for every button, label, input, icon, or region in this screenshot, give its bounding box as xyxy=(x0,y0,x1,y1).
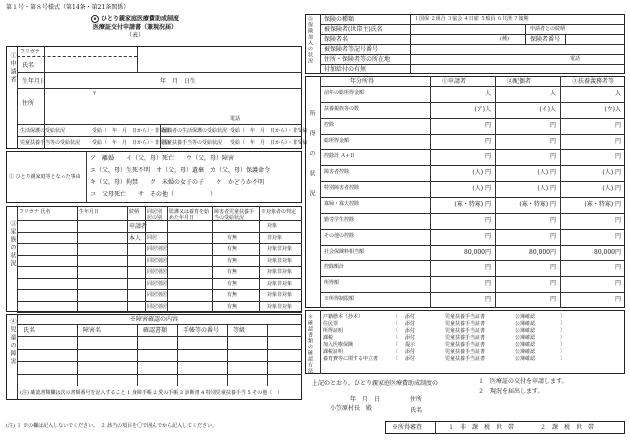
income-cell[interactable]: (ア)人 xyxy=(474,105,491,113)
family-name-field[interactable] xyxy=(19,221,75,231)
income-col-header: ①申請者 xyxy=(442,78,467,85)
review-label: ※所得審査 xyxy=(392,424,423,431)
family-name-field[interactable] xyxy=(19,290,75,300)
insurance-row-label: 保険の種類 xyxy=(324,16,355,23)
income-row-label: 控除額計 xyxy=(324,264,345,271)
docs-item-part: 〔 xyxy=(393,342,399,348)
docs-item-part: 〕 xyxy=(560,321,566,327)
family-judge[interactable]: 対象非対象 xyxy=(267,246,293,252)
family-status[interactable]: 有無 xyxy=(227,234,238,241)
spouse-welfare-opt: 受給（ 年 月 日から）・非受給 xyxy=(230,128,308,134)
family-name-field[interactable] xyxy=(19,233,75,243)
title-subtitle: （表） xyxy=(125,32,144,39)
family-cohab[interactable]: 同居別居 xyxy=(147,257,168,264)
income-cell[interactable]: (イ)人 xyxy=(539,105,556,113)
income-cell[interactable]: 80,000円 xyxy=(464,248,491,256)
docs-item xyxy=(323,356,568,362)
furigana-label: フリガナ xyxy=(20,49,40,55)
dob-format: 年 月 日生 xyxy=(160,78,197,85)
income-row-label: 所得額 xyxy=(324,280,340,287)
docs-item-part[interactable]: 添付 xyxy=(405,356,416,362)
insurance-field[interactable] xyxy=(412,65,622,73)
declaration-mayor: 小笠原村長 殿 xyxy=(330,405,373,412)
income-col-header: ③扶養義務者等 xyxy=(572,78,615,85)
income-cell[interactable]: (人) 円 xyxy=(602,169,621,177)
income-cell[interactable]: 円 xyxy=(484,216,491,224)
income-cell[interactable]: 円 xyxy=(549,264,556,272)
docs-item-part: 〕 xyxy=(560,328,566,334)
insurer-number-label: 保険者番号 xyxy=(530,36,561,43)
insurance-field[interactable] xyxy=(412,45,622,53)
income-row-label: 特別障害者控除 xyxy=(324,185,360,192)
docs-item-part: 〕 xyxy=(560,349,566,355)
income-cell[interactable]: (ウ)人 xyxy=(604,105,621,113)
income-section-label: 所得の状況 xyxy=(308,110,315,210)
income-cell[interactable]: 円 xyxy=(614,216,621,224)
income-cell[interactable]: 円 xyxy=(549,137,556,145)
insurance-field[interactable] xyxy=(412,55,622,63)
docs-item-part: 児童扶養手当証書 xyxy=(445,321,486,327)
income-cell[interactable]: 円 xyxy=(549,216,556,224)
docs-item-part[interactable]: 公簿確認 xyxy=(515,328,536,334)
income-cell[interactable]: 円 xyxy=(484,232,491,240)
docs-item xyxy=(323,321,568,327)
income-cell[interactable]: 円 xyxy=(484,121,491,129)
income-cell[interactable]: (人) 円 xyxy=(537,169,556,177)
insurance-relation: 申請者との続柄 xyxy=(530,26,566,32)
docs-item-part: 児童扶養手当証書 xyxy=(445,356,486,362)
family-judge[interactable]: 対象非対象 xyxy=(267,257,293,264)
family-name-field[interactable] xyxy=(19,302,75,312)
name-label: 氏名 xyxy=(22,62,35,69)
income-cell[interactable]: 80,000円 xyxy=(529,248,556,256)
docs-item-part[interactable]: 公簿確認 xyxy=(515,314,536,320)
income-cell[interactable]: 円 xyxy=(614,137,621,145)
welfare-label: 生活保護の受給状況 xyxy=(20,128,66,134)
applicant-name-field[interactable] xyxy=(46,56,136,70)
income-cell[interactable]: 円 xyxy=(614,121,621,129)
insurance-row-label: 保険者名 xyxy=(324,36,349,43)
docs-item-part: 〕 xyxy=(560,342,566,348)
dob-field[interactable] xyxy=(46,74,296,88)
income-cell[interactable]: (人) 円 xyxy=(472,169,491,177)
income-cell[interactable]: 円 xyxy=(614,264,621,272)
docs-item-part: 加入医療保険 xyxy=(323,342,354,348)
family-table xyxy=(17,206,302,312)
income-cell[interactable]: 人 xyxy=(484,90,491,97)
declaration-items xyxy=(478,378,568,395)
insurance-tel: 電話 xyxy=(570,56,581,62)
insurance-table xyxy=(320,14,625,74)
income-cell[interactable]: 人 xyxy=(614,90,621,97)
family-cohab[interactable]: 同居別居 xyxy=(147,292,168,298)
docs-item-part: 課税 xyxy=(323,335,334,341)
reason-option[interactable]: ア 離婚 イ（父，母）死亡 ウ（父，母）障害 xyxy=(90,155,235,162)
income-row-label: 控除計 Ａ+Ｂ xyxy=(324,153,355,160)
declaration-date: 年 月 日 xyxy=(350,396,381,403)
disability-col-header: 手帳等の番号 xyxy=(183,327,220,334)
disability-row-field[interactable] xyxy=(19,362,299,372)
declaration-item[interactable]: ２ 現況を届出します。 xyxy=(478,388,544,395)
family-status[interactable]: 有無 xyxy=(227,257,238,264)
child-allow-opt: 受給（ 年 月 日から）・非受給 xyxy=(92,140,170,146)
docs-item-part: 戸籍謄本（抄本） xyxy=(323,314,364,320)
docs-item xyxy=(323,342,568,348)
family-cohab[interactable]: 同居別居 xyxy=(147,269,168,275)
family-col-header: 続柄 xyxy=(129,209,140,215)
docs-item-part[interactable]: 添付 xyxy=(405,328,416,334)
family-col-header: フリガナ 氏名 xyxy=(19,209,51,215)
reason-option[interactable]: キ（父，母）拘禁 ク 未婚の女子の子 ケ かどうか不明 xyxy=(90,179,265,186)
child-allow2-label: 児童扶養手当等の受給状況 xyxy=(162,140,223,146)
address-label: 住所 xyxy=(22,100,35,107)
docs-item-part: 養育費等に関する申立書 xyxy=(323,356,379,362)
family-section-label: ③家族の状況 xyxy=(9,220,16,268)
income-row-label: その他の控除 xyxy=(324,232,355,239)
insurance-types[interactable]: １国保 ２組合 ３協会 ４日雇 ５船員 ６共済 ７後期 xyxy=(414,16,529,22)
docs-item-part: 〔 xyxy=(393,321,399,327)
docs-item-part[interactable]: 添付 xyxy=(405,349,416,355)
income-cell[interactable]: 円 xyxy=(614,296,621,304)
family-status[interactable]: 有無 xyxy=(227,246,238,252)
family-judge[interactable]: 非対象 xyxy=(267,234,283,241)
insurance-row-label: 付加給付の有無 xyxy=(324,66,367,73)
spouse-welfare-label: 配偶者の生活保護の受給状況 xyxy=(162,128,228,134)
declaration-text: 上記のとおり，ひとり親家庭医療費助成制度の xyxy=(312,380,439,387)
form-header xyxy=(60,15,210,39)
income-row-label: 障害者控除 xyxy=(324,169,350,176)
income-cell[interactable]: 円 xyxy=(484,137,491,145)
income-cell[interactable]: 円 xyxy=(614,232,621,240)
income-cell[interactable]: 円 xyxy=(614,153,621,161)
title-line-2: 医療証交付申請書（兼現況届） xyxy=(92,24,177,31)
income-cell[interactable]: 80,000円 xyxy=(594,248,621,256)
child-allow2-opt: 受給（ 年 月 日から）・非受給 xyxy=(230,140,308,146)
disability-row-field[interactable] xyxy=(19,350,299,360)
income-row-label: ※所得制限額 xyxy=(324,296,355,303)
family-col-header: 同居別居の別 xyxy=(147,209,163,221)
family-judge[interactable]: 対象非対象 xyxy=(267,292,293,298)
docs-item xyxy=(323,335,568,341)
title-line-1: ⊕ ひとり親家庭医療費助成制度 xyxy=(60,15,210,23)
disability-col-header: 障害名 xyxy=(83,327,102,334)
docs-item-part: 〕 xyxy=(560,335,566,341)
income-row-label: 寡婦・寡夫控除 xyxy=(324,201,360,207)
declaration-signature-field[interactable] xyxy=(430,394,620,416)
family-name-field[interactable] xyxy=(19,279,75,289)
docs-item-part[interactable]: 公簿確認 xyxy=(515,321,536,327)
insurance-field[interactable] xyxy=(412,35,622,43)
income-cell[interactable]: 円 xyxy=(549,296,556,304)
disability-cert-title: ※障害確認の内容 xyxy=(130,316,179,323)
family-cohab[interactable]: 同居 xyxy=(147,234,158,241)
review-opt-2[interactable]: ２ 課 税 世 帯 xyxy=(540,424,595,431)
child-allow-label: 児童扶養手当等の受給状況 xyxy=(20,140,81,146)
insurance-row-label: 住所・保険者等の所在地 xyxy=(324,56,391,63)
docs-item-part: 課税証明 xyxy=(323,349,344,355)
disability-table xyxy=(17,324,302,386)
docs-item xyxy=(323,328,568,334)
disability-row-field[interactable] xyxy=(19,375,299,385)
income-row-label: 扶養親族等の数 xyxy=(324,105,360,112)
income-cell[interactable]: 円 xyxy=(484,296,491,304)
family-col-header: ※対象者の判定 xyxy=(261,209,297,215)
review-opt-1[interactable]: １ 非 課 税 世 帯 xyxy=(448,424,515,431)
disability-col-header: 確認書類 xyxy=(143,327,168,334)
declaration-name-label: 氏名 xyxy=(410,407,423,414)
address-field[interactable] xyxy=(46,90,296,122)
docs-item-part: 〔 xyxy=(393,335,399,341)
docs-item-part: 〕 xyxy=(560,314,566,320)
reason-options xyxy=(90,155,270,198)
form-number: 第１号・第８号様式（第14条・第21条関係） xyxy=(6,4,130,11)
family-cohab[interactable]: 同居別居 xyxy=(147,280,168,287)
docs-item-part: 児童扶養手当証書 xyxy=(445,314,486,320)
family-status[interactable]: 有無 xyxy=(227,292,238,298)
family-status[interactable]: 有無 xyxy=(227,303,238,310)
insurance-row-label: 被保険者等記号番号 xyxy=(324,46,379,53)
family-col-header: 生年月日 xyxy=(79,209,100,215)
insurance-row-label: 被保険者(世帯主)氏名 xyxy=(324,26,383,33)
docs-item-part[interactable]: 添付 xyxy=(405,321,416,327)
income-cell[interactable]: 円 xyxy=(549,232,556,240)
income-table xyxy=(320,76,625,308)
family-status[interactable]: 有無 xyxy=(227,269,238,275)
footer-note: (注) １ ※の欄は記入しないでください。 ２ 該当の項目を〇で囲んでから記入してください。 xyxy=(6,423,218,429)
income-cell[interactable]: 円 xyxy=(614,280,621,288)
income-cell[interactable]: 円 xyxy=(549,121,556,129)
tel-label: 電話 xyxy=(230,116,241,122)
family-judge[interactable]: 対象非対象 xyxy=(267,303,293,310)
welfare-opt: 受給（ 年 月 日から）・非受給 xyxy=(92,128,170,134)
income-row-label: 前年の総所得金額 xyxy=(324,90,365,96)
docs-item-part[interactable]: 添付 xyxy=(405,335,416,341)
income-cell[interactable]: (人) 円 xyxy=(602,185,621,193)
docs-item-part[interactable]: 公簿確認 xyxy=(515,335,536,341)
insurance-kind: (種) xyxy=(500,36,509,42)
declaration-address-label: 住所 xyxy=(410,396,423,403)
docs-item-part: 児童扶養手当証書 xyxy=(445,342,486,348)
docs-item-part: 〔 xyxy=(393,328,399,334)
docs-list xyxy=(323,314,568,362)
family-cohab[interactable]: 同居別居 xyxy=(147,246,168,252)
income-row-label: 総所得金額 xyxy=(324,137,350,144)
income-cell[interactable]: (人) 円 xyxy=(472,185,491,193)
income-cell[interactable]: (寡・特寡) 円 xyxy=(519,201,556,208)
family-judge[interactable]: 対象 xyxy=(267,223,278,229)
docs-item-part: 所得証明 xyxy=(323,328,344,334)
docs-item-part[interactable]: 公簿確認 xyxy=(515,356,536,362)
docs-item-part: 児童扶養手当証書 xyxy=(445,349,486,355)
insurance-section-label: ⑤保険加入の状況 xyxy=(307,16,313,64)
family-col-header: 監護又は養育を始めた年月日 xyxy=(169,209,210,221)
docs-item-part[interactable]: 公簿確認 xyxy=(515,349,536,355)
docs-item xyxy=(323,349,568,355)
family-name-field[interactable] xyxy=(19,267,75,277)
declaration-item[interactable]: １ 医療証の交付を申請します。 xyxy=(478,378,568,385)
docs-item-part[interactable]: 提示 xyxy=(405,342,416,348)
docs-item-part: 児童扶養手当証書 xyxy=(445,328,486,334)
income-cell[interactable]: 円 xyxy=(549,280,556,288)
applicant-section-label: ①申請者 xyxy=(9,52,16,84)
seal-icon: ⊕ xyxy=(91,15,99,23)
docs-item xyxy=(323,314,568,320)
income-cell[interactable]: 円 xyxy=(484,153,491,161)
family-judge[interactable]: 対象非対象 xyxy=(267,269,293,275)
reason-label: ② ひとり親家庭等となった事由 xyxy=(9,174,81,180)
income-year-label: 年分所得 xyxy=(350,78,375,85)
income-col-header: ②配偶者 xyxy=(507,78,532,85)
income-cell[interactable]: 円 xyxy=(484,280,491,288)
family-name-field[interactable] xyxy=(19,256,75,266)
income-cell[interactable]: (寡・特寡) 円 xyxy=(454,201,491,208)
family-relation: 本人 xyxy=(129,234,142,242)
reason-option[interactable]: コ 父母死亡 サ その他（ ） xyxy=(90,191,217,198)
disability-col-header: 等級 xyxy=(233,327,246,334)
insurance-field[interactable] xyxy=(412,25,622,33)
income-cell[interactable]: 人 xyxy=(549,90,556,97)
docs-item-part: 〕 xyxy=(560,356,566,362)
disability-section-label: ④児童の障害 xyxy=(9,318,16,366)
income-cell[interactable]: 円 xyxy=(484,264,491,272)
income-cell[interactable]: 円 xyxy=(549,153,556,161)
docs-item-part: 〔 xyxy=(393,314,399,320)
docs-item-part: 〔 xyxy=(393,356,399,362)
family-name-field[interactable] xyxy=(19,244,75,254)
family-cohab[interactable]: 同居別居 xyxy=(147,303,168,310)
disability-note: (注) 確認書類欄は次の書類番号を記入すること 1 身障手帳 2 愛の手帳 3 診断書 4 特別児童扶養手当 5 その他（ ） xyxy=(20,390,283,396)
disability-col-header: 氏名 xyxy=(23,327,36,334)
docs-section-label: ※確認書類の確認方法 xyxy=(307,314,313,374)
income-row-label: 勤労学生控除 xyxy=(324,216,355,223)
postal-mark: 〒 xyxy=(92,91,98,97)
docs-item-part[interactable]: 公簿確認 xyxy=(515,342,536,348)
family-col-header: 障害者児童扶養手当の受給状況 xyxy=(214,209,255,221)
income-row-label: 控除 xyxy=(324,121,335,128)
disability-row-field[interactable] xyxy=(19,337,299,347)
reason-option[interactable]: エ（父，母）生死不明 オ（父，母）遺棄 カ（父，母）保護命令 xyxy=(90,167,271,174)
docs-item-part: 〔 xyxy=(393,349,399,355)
docs-item-part: 住民票 xyxy=(323,321,339,327)
family-status[interactable]: 有無 xyxy=(227,280,238,287)
family-relation: 申請者 xyxy=(129,223,148,230)
income-cell[interactable]: (人) 円 xyxy=(537,185,556,193)
docs-item-part: 児童扶養手当証書 xyxy=(445,335,486,341)
family-judge[interactable]: 対象非対象 xyxy=(267,280,293,287)
income-cell[interactable]: (寡・特寡) 円 xyxy=(584,201,621,208)
dob-label: 生年月日 xyxy=(22,78,47,85)
docs-item-part[interactable]: 添付 xyxy=(405,314,416,320)
income-row-label: 社会保険料相当額 xyxy=(324,248,365,255)
